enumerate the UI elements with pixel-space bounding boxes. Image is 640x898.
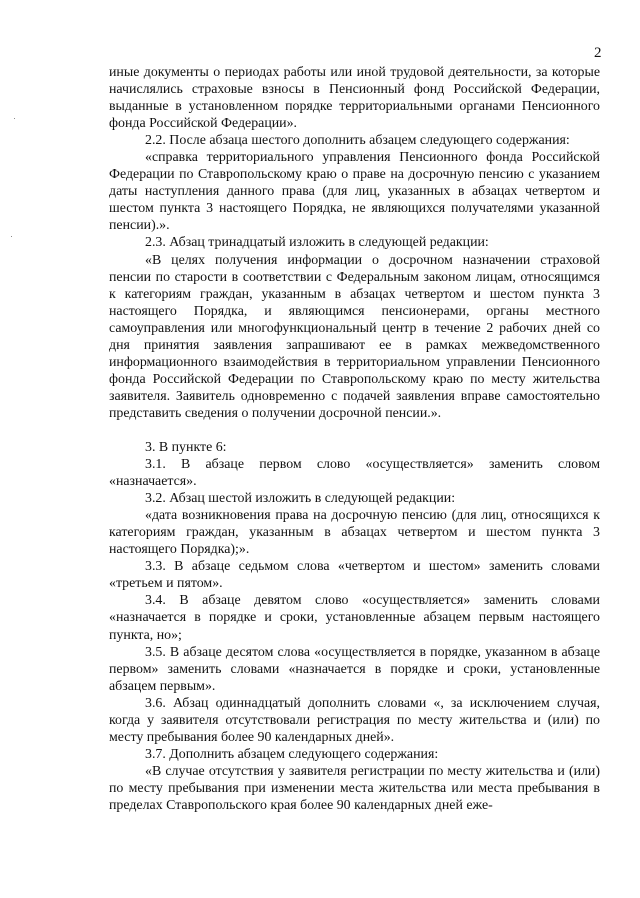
paragraph: 3.4. В абзаце девятом слово «осуществляется» заменить словами «назначается в порядке и сроки, установленные абзацем первым настоящего пункта, но»;: [109, 593, 600, 643]
paragraph: «В целях получения информации о досрочном назначении страховой пенсии по старости в соответствии с Федеральным законом лицам, относящимся к категориям граждан, указанным в абзацах четвертом и шестом пункта 3 настоящего Порядка, и являющимся пенсионерами, органы местного самоуправления или многофункциональный центр в течение 2 рабочих дней со дня принятия заявления запрашивают ее в рамках межведомственного информационного взаимодействия в территориальном управлении Пенсионного фонда Российской Федерации по Ставропольскому краю по месту жительства заявителя. Заявитель одновременно с подачей заявления вправе самостоятельно представить сведения о получении досрочной пенсии.».: [109, 252, 600, 421]
paragraph: 3.5. В абзаце десятом слова «осуществляется в порядке, указанном в абзаце первом» заменить словами «назначается в порядке и сроки, установленные абзацем первым».: [109, 644, 600, 694]
paragraph: «справка территориального управления Пенсионного фонда Российской Федерации по Ставропольскому краю о праве на досрочную пенсию с указанием даты наступления данного права (для лиц, указанных в абзацах четвертом и шестом пункта 3 настоящего Порядка, не являющихся получателями указанной пенсии).».: [109, 150, 600, 234]
paragraph: 3.3. В абзаце седьмом слова «четвертом и шестом» заменить словами «третьем и пятом».: [109, 559, 600, 592]
paragraph: 3.6. Абзац одиннадцатый дополнить словами «, за исключением случая, когда у заявителя отсутствовали регистрация по месту жительства и (или) по месту пребывания более 90 календарных дней».: [109, 695, 600, 745]
scan-speck: [14, 118, 15, 119]
paragraph: 2.2. После абзаца шестого дополнить абзацем следующего содержания:: [145, 133, 570, 149]
paragraph: 3.7. Дополнить абзацем следующего содержания:: [145, 746, 439, 762]
paragraph: 2.3. Абзац тринадцатый изложить в следующей редакции:: [145, 235, 489, 251]
paragraph: «дата возникновения права на досрочную пенсию (для лиц, относящихся к категориям граждан, указанным в абзацах четвертом и шестом пункта 3 настоящего Порядка);».: [109, 508, 600, 558]
paragraph: 3.1. В абзаце первом слово «осуществляется» заменить словом «назначается».: [109, 457, 600, 490]
paragraph: «В случае отсутствия у заявителя регистрации по месту жительства и (или) по месту пребывания при изменении места жительства или места пребывания в пределах Ставропольского края более 90 календарных дней еже-: [109, 763, 600, 813]
paragraph: иные документы о периодах работы или иной трудовой деятельности, за которые начислялись страховые взносы в Пенсионный фонд Российской Федерации, выданные в установленном порядке территориальными органами Пенсионного фонда Российской Федерации».: [109, 65, 600, 132]
page-number: 2: [594, 45, 602, 61]
paragraph: 3. В пункте 6:: [145, 439, 227, 455]
paragraph: 3.2. Абзац шестой изложить в следующей редакции:: [145, 491, 456, 507]
paragraph-spacer: [109, 422, 600, 439]
document-body: [109, 64, 600, 814]
scan-speck: [11, 236, 12, 237]
